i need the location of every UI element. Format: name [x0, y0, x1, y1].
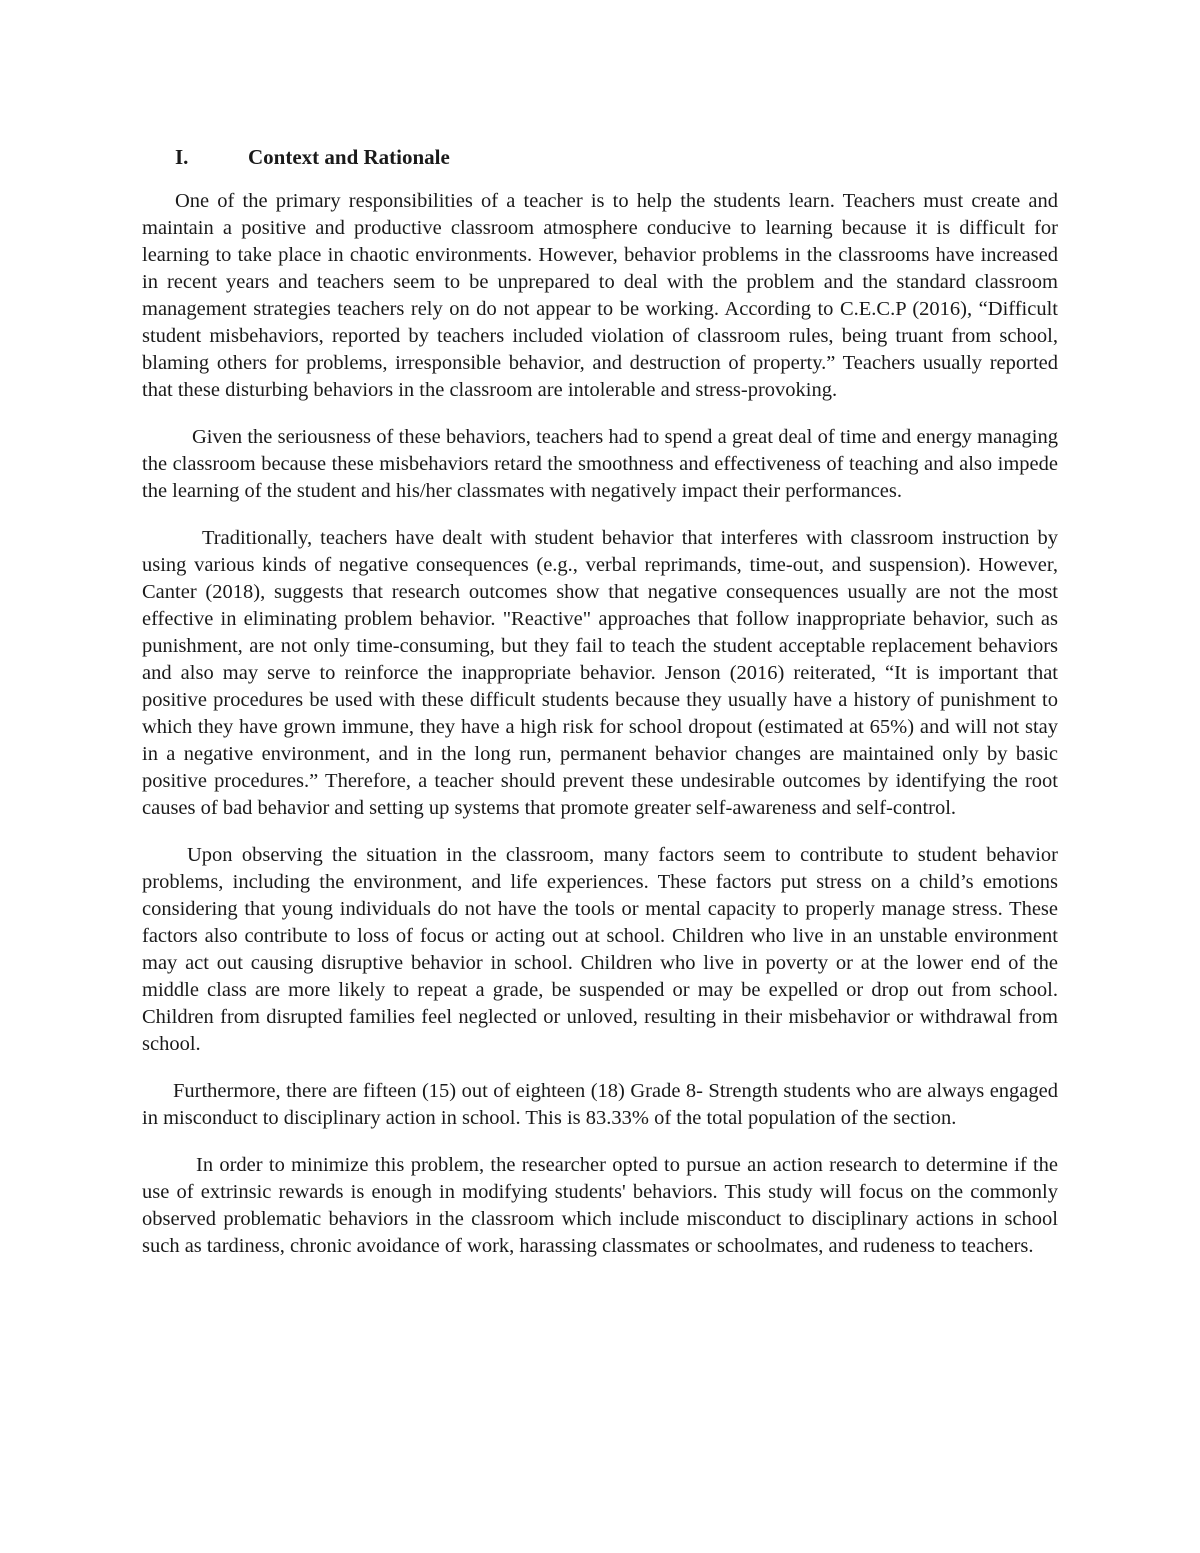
paragraph-1: One of the primary responsibilities of a teacher is to help the students learn. Teachers must create and maintain a positive and productive classroom atmosphere conducive to learning because it is difficult for learning to take place in chaotic environments. However, behavior problems in the classrooms have increased in recent years and teachers seem to be unprepared to deal with the problem and the standard classroom management strategies teachers rely on do not appear to be working. According to C.E.C.P (2016), “Difficult student misbehaviors, reported by teachers included violation of classroom rules, being truant from school, blaming others for problems, irresponsible behavior, and destruction of property.” Teachers usually reported that these disturbing behaviors in the classroom are intolerable and stress-provoking. [142, 190, 1058, 401]
section-number: I. [175, 145, 189, 169]
section-heading [142, 143, 1058, 171]
paragraph-6: In order to minimize this problem, the researcher opted to pursue an action research to determine if the use of extrinsic rewards is enough in modifying students' behaviors. This study will focus on the commonly observed problematic behaviors in the classroom which include misconduct to disciplinary actions in school such as tardiness, chronic avoidance of work, harassing classmates or schoolmates, and rudeness to teachers. [142, 1154, 1058, 1257]
paragraph-5: Furthermore, there are fifteen (15) out of eighteen (18) Grade 8- Strength students who are always engaged in misconduct to disciplinary action in school. This is 83.33% of the total population of the section. [142, 1080, 1058, 1129]
paragraph-2: Given the seriousness of these behaviors, teachers had to spend a great deal of time and energy managing the classroom because these misbehaviors retard the smoothness and effectiveness of teaching and also impede the learning of the student and his/her classmates with negatively impact their performances. [142, 426, 1058, 502]
paragraph-4: Upon observing the situation in the classroom, many factors seem to contribute to student behavior problems, including the environment, and life experiences. These factors put stress on a child’s emotions considering that young individuals do not have the tools or mental capacity to properly manage stress. These factors also contribute to loss of focus or acting out at school. Children who live in an unstable environment may act out causing disruptive behavior in school. Children who live in poverty or at the lower end of the middle class are more likely to repeat a grade, be suspended or may be expelled or drop out from school. Children from disrupted families feel neglected or unloved, resulting in their misbehavior or withdrawal from school. [142, 844, 1058, 1055]
document-body [142, 143, 1058, 1280]
section-title: Context and Rationale [248, 145, 450, 169]
paragraph-3: Traditionally, teachers have dealt with student behavior that interferes with classroom instruction by using various kinds of negative consequences (e.g., verbal reprimands, time-out, and suspension). However, Canter (2018), suggests that research outcomes show that negative consequences usually are not the most effective in eliminating problem behavior. "Reactive" approaches that follow inappropriate behavior, such as punishment, are not only time-consuming, but they fail to teach the student acceptable replacement behaviors and also may serve to reinforce the inappropriate behavior. Jenson (2016) reiterated, “It is important that positive procedures be used with these difficult students because they usually have a history of punishment to which they have grown immune, they have a high risk for school dropout (estimated at 65%) and will not stay in a negative environment, and in the long run, permanent behavior changes are maintained only by basic positive procedures.” Therefore, a teacher should prevent these undesirable outcomes by identifying the root causes of bad behavior and setting up systems that promote greater self-awareness and self-control. [142, 527, 1058, 819]
